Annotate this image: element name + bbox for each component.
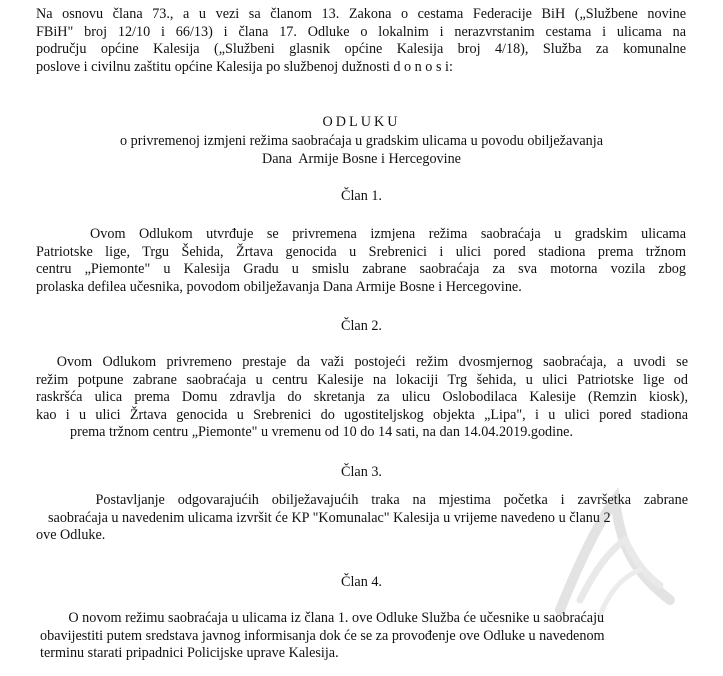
- watermark-seal-icon: [540, 480, 690, 630]
- intro-line: FBiH" broj 12/10 i 66/13) i člana 17. Odluke o lokalnim i nerazvrstanim cestama i ulicama na: [36, 23, 686, 40]
- article-line: centru „Piemonte" u Kalesija Gradu u smislu zabrane saobraćaja za sva motorna vozila zbog: [36, 261, 686, 277]
- intro-line: području općine Kalesija („Službeni glasnik općine Kalesija broj 4/18), Služba za komunalne: [36, 41, 686, 57]
- article-line: Ovom Odlukom utvrđuje se privremena izmjena režima saobraćaja u gradskim ulicama: [36, 226, 687, 242]
- article-line: Ovom Odlukom privremeno prestaje da važi postojeći režim dvosmjernog saobraćaja, a uvodi se: [36, 354, 689, 370]
- intro-line: poslove i civilnu zaštitu općine Kalesija po službenoj dužnosti d o n o s i:: [36, 58, 453, 75]
- article-line: Postavljanje odgovarajućih obilježavajućih traka na mjestima početka i završetka zabrane: [44, 492, 688, 508]
- article-2-text: [36, 354, 688, 442]
- article-1-heading: Član 1.: [341, 188, 382, 204]
- article-line: prema tržnom centru „Piemonte" u vremenu od 10 do 14 sati, na dan 14.04.2019.godine.: [70, 424, 574, 440]
- subtitle-line: Dana Armije Bosne i Hercegovine: [262, 150, 461, 167]
- article-line: raskršća ulica prema Domu zdravlja do skretanja za ulicu Oslobodilaca Kalesije (Remzin kiosk),: [36, 389, 688, 405]
- article-4-heading: Član 4.: [341, 574, 382, 590]
- article-line: saobraćaja u navedenim ulicama izvršit će KP "Komunalac" Kalesija u vrijeme navedeno u članu 2: [48, 509, 611, 526]
- intro-line: Na osnovu člana 73., a u vezi sa članom 13. Zakona o cestama Federacije BiH („Službene novine: [36, 6, 686, 22]
- article-line: O novom režimu saobraćaja u ulicama iz člana 1. ove Odluke Služba će učesnike u saobraćaju: [40, 610, 605, 626]
- article-line: prolaska defilea učesnika, povodom obilježavanja Dana Armije Bosne i Hercegovine.: [36, 278, 522, 295]
- article-line: kao i u ulici Žrtava genocida u Srebrenici do ugostiteljskog objekta „Lipa", i u ulici pored stadiona: [36, 406, 688, 423]
- article-line: Patriotske lige, Trgu Šehida, Žrtava genocida u Srebrenici i ulici pored stadiona prema tržnom: [36, 243, 686, 260]
- article-1-text: [36, 226, 686, 296]
- article-line: režim potpune zabrane saobraćaja u centru Kalesije na lokaciji Trg šehida, u ulici Patriotske lige od: [36, 371, 688, 388]
- intro-paragraph: [36, 6, 686, 76]
- article-2-heading: Član 2.: [341, 318, 382, 334]
- subtitle-line: o privremenoj izmjeni režima saobraćaja u gradskim ulicama u povodu obilježavanja: [120, 133, 603, 149]
- article-line: obavijestiti putem sredstava javnog informisanja dok će se za provođenje ove Odluke u navedenom: [40, 627, 605, 644]
- decision-title: ODLUKU: [322, 114, 401, 130]
- decision-subtitle: [0, 133, 723, 168]
- article-line: ove Odluke.: [36, 527, 106, 543]
- article-3-heading: Član 3.: [341, 464, 382, 480]
- article-line: terminu starati pripadnici Policijske uprave Kalesija.: [40, 645, 339, 661]
